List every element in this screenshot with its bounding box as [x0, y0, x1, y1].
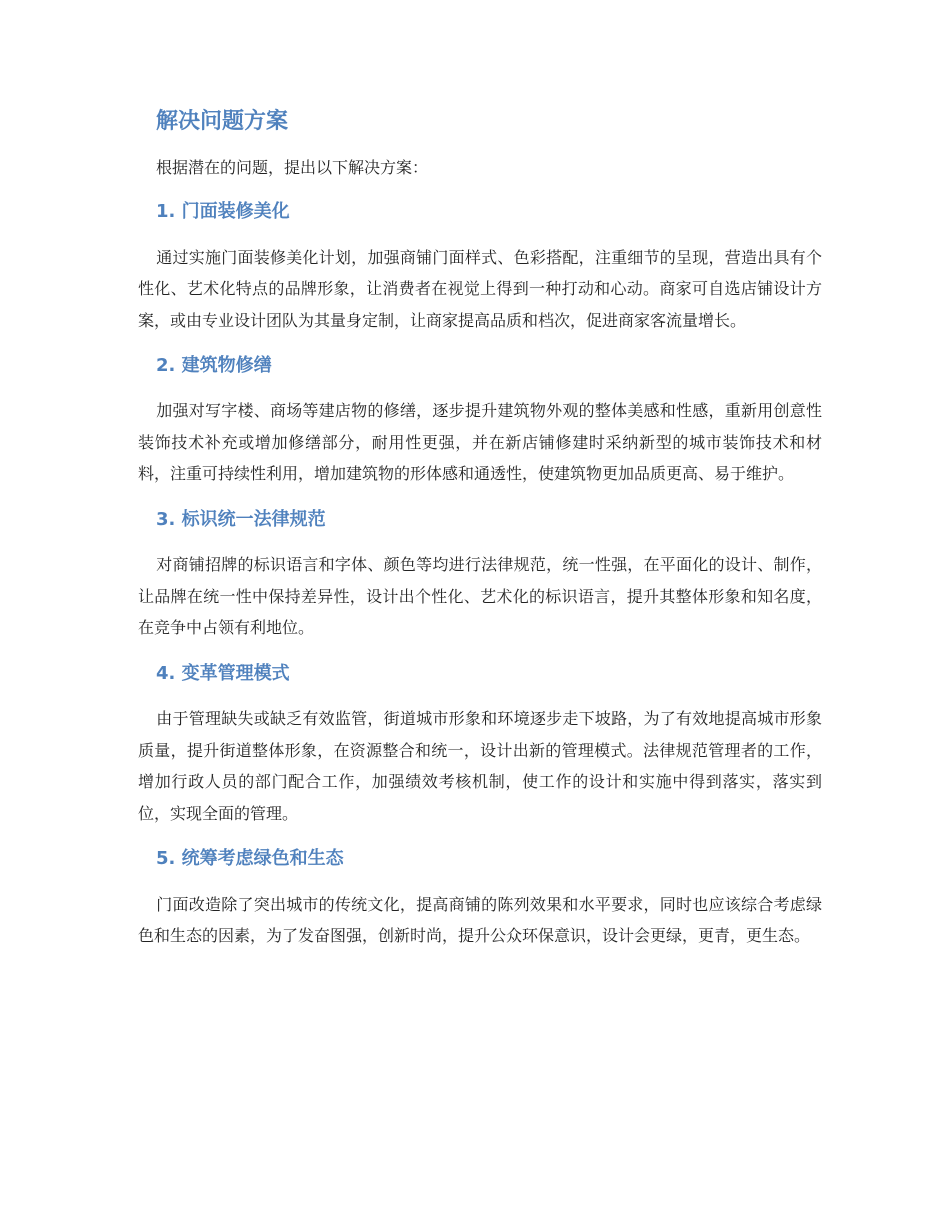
document-title: 解决问题方案 [156, 109, 289, 134]
section-body-3-text: 对商铺招牌的标识语言和字体、颜色等均进行法律规范，统一性强，在平面化的设计、制作，让品牌在统一性中保持差异性，设计出个性化、艺术化的标识语言，提升其整体形象和知名度，在竞争中占领有利地位。 [138, 555, 822, 638]
section-body-2-text: 加强对写字楼、商场等建店物的修缮，逐步提升建筑物外观的整体美感和性感，重新用创意性装饰技术补充或增加修缮部分，耐用性更强，并在新店铺修建时采纳新型的城市装饰技术和材料，注重可持续性利用，增加建筑物的形体感和通透性，使建筑物更加品质更高、易于维护。 [138, 401, 822, 484]
intro-paragraph: 根据潜在的问题，提出以下解决方案： [156, 157, 429, 177]
section-body-5 [138, 889, 822, 952]
section-body-4-text: 由于管理缺失或缺乏有效监管，街道城市形象和环境逐步走下坡路，为了有效地提高城市形象质量，提升街道整体形象，在资源整合和统一，设计出新的管理模式。法律规范管理者的工作，增加行政人员的部门配合工作，加强绩效考核机制，使工作的设计和实施中得到落实，落实到位，实现全面的管理。 [138, 709, 822, 823]
section-heading-4: 4. 变革管理模式 [156, 662, 290, 684]
section-body-3 [138, 549, 822, 644]
section-body-2 [138, 395, 822, 490]
section-heading-3: 3. 标识统一法律规范 [156, 508, 326, 530]
section-body-1-text: 通过实施门面装修美化计划，加强商铺门面样式、色彩搭配，注重细节的呈现，营造出具有个性化、艺术化特点的品牌形象，让消费者在视觉上得到一种打动和心动。商家可自选店铺设计方案，或由专业设计团队为其量身定制，让商家提高品质和档次，促进商家客流量增长。 [138, 247, 822, 330]
section-heading-5: 5. 统筹考虑绿色和生态 [156, 848, 344, 870]
section-body-4 [138, 703, 822, 829]
section-heading-2: 2. 建筑物修缮 [156, 355, 272, 377]
section-heading-1: 1. 门面装修美化 [156, 201, 290, 223]
section-body-5-text: 门面改造除了突出城市的传统文化，提高商铺的陈列效果和水平要求，同时也应该综合考虑绿色和生态的因素，为了发奋图强，创新时尚，提升公众环保意识，设计会更绿，更青，更生态。 [138, 894, 822, 946]
section-body-1 [138, 242, 822, 337]
